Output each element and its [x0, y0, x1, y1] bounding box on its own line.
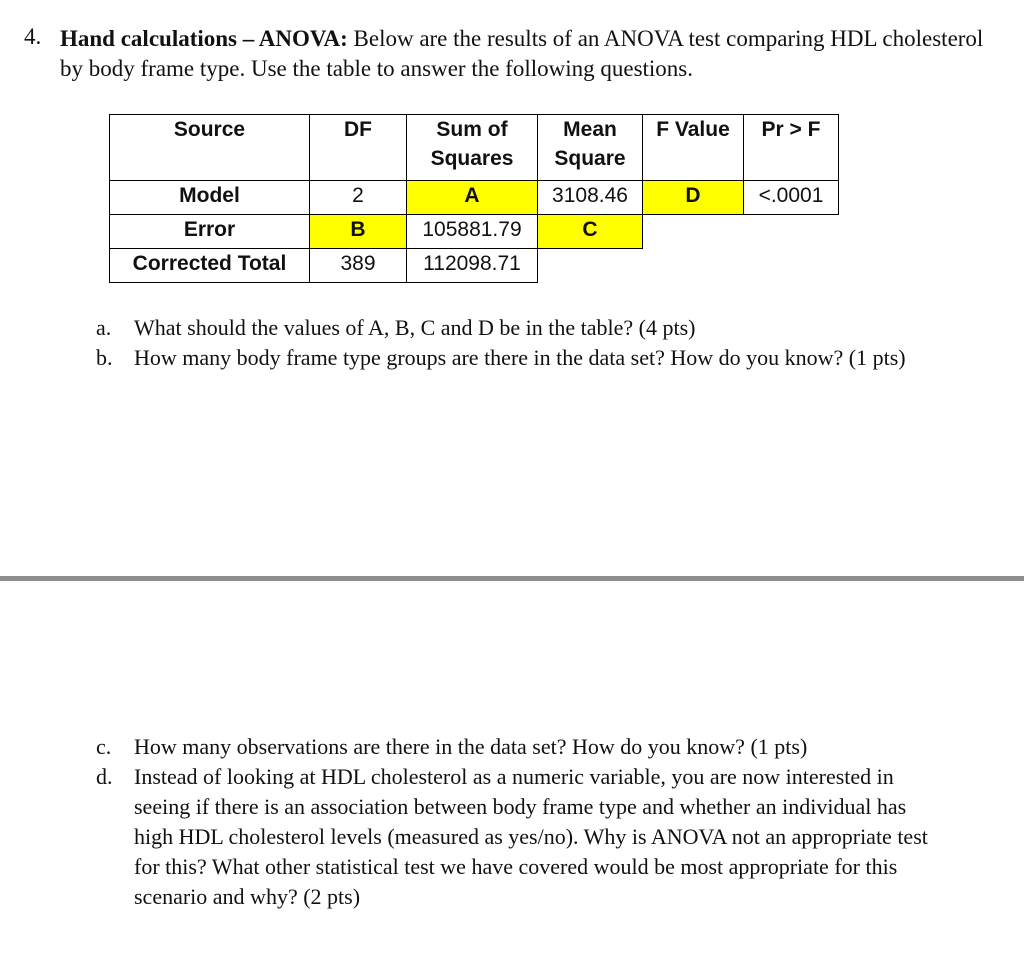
- header-ss-line2: Squares: [430, 147, 514, 170]
- item-text-d: Instead of looking at HDL cholesterol as a numeric variable, you are now interested in seeing if there is an association between body frame type and whether an individual has high HDL cholesterol levels (measured as yes/no). Why is ANOVA not an appropriate test for this? What other statistical test we have covered would be most appropriate for this scenario and why? (2 pts): [134, 764, 928, 909]
- cell-total-empty-p: [744, 249, 839, 283]
- header-p-value: Pr > F: [744, 115, 839, 181]
- cell-error-empty-f: [643, 215, 744, 249]
- cell-error-ms-blank-c: C: [538, 215, 643, 249]
- anova-table: [109, 114, 839, 283]
- question-intro: Below are the results of an ANOVA test comparing HDL cholesterol by body frame type. Use the table to answer the following questions.: [60, 26, 984, 81]
- question-list-bottom: [96, 732, 936, 912]
- table-row-error: [110, 215, 839, 249]
- item-label-c: c.: [96, 734, 112, 759]
- cell-error-df-blank-b: B: [310, 215, 407, 249]
- cell-model-ss-blank-a: A: [407, 181, 538, 215]
- list-item-a: [96, 313, 966, 343]
- cell-model-source: Model: [110, 181, 310, 215]
- header-mean-square: [538, 115, 643, 181]
- table-header-row: [110, 115, 839, 181]
- cell-model-df: 2: [310, 181, 407, 215]
- item-label-b: b.: [96, 345, 113, 370]
- cell-total-df: 389: [310, 249, 407, 283]
- list-item-b: [96, 343, 966, 373]
- header-sum-of-squares: [407, 115, 538, 181]
- header-f-value: F Value: [643, 115, 744, 181]
- question-number: 4.: [24, 24, 42, 49]
- cell-error-ss: 105881.79: [407, 215, 538, 249]
- item-text-a: What should the values of A, B, C and D be in the table? (4 pts): [134, 315, 696, 340]
- item-text-c: How many observations are there in the data set? How do you know? (1 pts): [134, 734, 808, 759]
- cell-model-ms: 3108.46: [538, 181, 643, 215]
- cell-total-empty-f: [643, 249, 744, 283]
- list-item-c: [96, 732, 936, 762]
- list-item-d: [96, 762, 936, 912]
- item-label-d: d.: [96, 764, 113, 789]
- item-text-b: How many body frame type groups are there in the data set? How do you know? (1 pts): [134, 345, 906, 370]
- cell-total-source: Corrected Total: [110, 249, 310, 283]
- question-title: Hand calculations – ANOVA:: [60, 26, 348, 51]
- cell-error-empty-p: [744, 215, 839, 249]
- table-row-corrected-total: [110, 249, 839, 283]
- item-label-a: a.: [96, 315, 112, 340]
- header-ss-line1: Sum of: [436, 118, 508, 141]
- question-prompt: [60, 24, 1000, 84]
- cell-error-source: Error: [110, 215, 310, 249]
- header-ms-line2: Square: [554, 147, 626, 170]
- cell-total-empty-ms: [538, 249, 643, 283]
- header-df: DF: [310, 115, 407, 181]
- header-ms-line1: Mean: [563, 118, 617, 141]
- table-row-model: [110, 181, 839, 215]
- header-source: Source: [110, 115, 310, 181]
- cell-model-f-blank-d: D: [643, 181, 744, 215]
- page-divider: [0, 576, 1024, 581]
- cell-model-p: <.0001: [744, 181, 839, 215]
- question-list-top: [96, 313, 966, 373]
- cell-total-ss: 112098.71: [407, 249, 538, 283]
